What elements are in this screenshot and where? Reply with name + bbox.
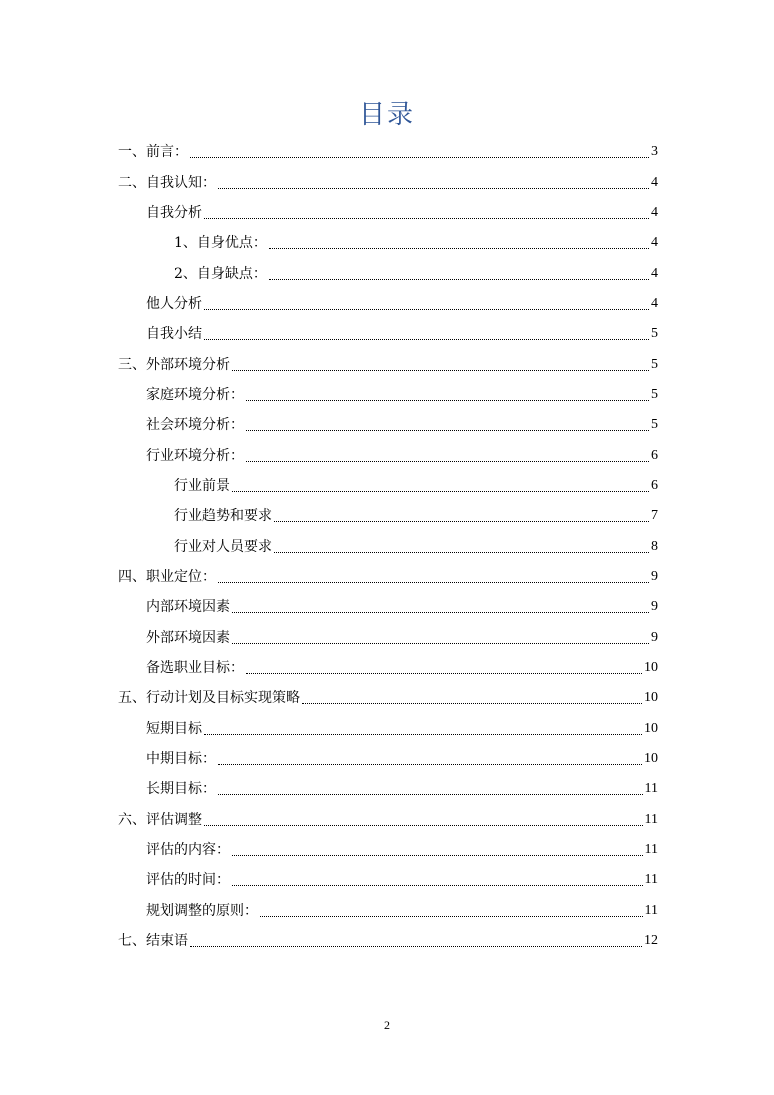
- toc-entry[interactable]: [118, 744, 658, 774]
- toc-dot-leader: [232, 843, 643, 857]
- toc-entry-page: 5: [651, 356, 658, 372]
- toc-entry[interactable]: [118, 835, 658, 865]
- toc-dot-leader: [232, 600, 649, 614]
- toc-dot-leader: [218, 176, 649, 190]
- toc-entry-label: 2、自身缺点：: [174, 265, 267, 282]
- toc-entry-label: 行业前景: [174, 477, 230, 494]
- toc-entry-page: 11: [644, 902, 658, 918]
- toc-entry-page: 6: [651, 447, 658, 463]
- toc-dot-leader: [246, 388, 649, 402]
- toc-entry[interactable]: [118, 380, 658, 410]
- toc-entry-label: 自我分析: [146, 204, 202, 221]
- toc-entry-label: 评估的内容：: [146, 842, 230, 859]
- toc-entry-label: 六、评估调整: [118, 811, 202, 828]
- toc-entry[interactable]: [118, 592, 658, 622]
- toc-dot-leader: [260, 904, 643, 918]
- toc-entry[interactable]: [118, 198, 658, 228]
- toc-entry[interactable]: [118, 440, 658, 470]
- toc-entry-page: 5: [651, 386, 658, 402]
- toc-entry-page: 11: [644, 872, 658, 888]
- toc-entry-page: 12: [644, 933, 658, 949]
- toc-entry-label: 评估的时间：: [146, 872, 230, 889]
- toc-entry-label: 备选职业目标：: [146, 660, 244, 677]
- toc-entry-page: 10: [644, 690, 658, 706]
- toc-entry-label: 三、外部环境分析: [118, 356, 230, 373]
- toc-entry-label: 社会环境分析：: [146, 417, 244, 434]
- toc-entry-label: 规划调整的原则：: [146, 902, 258, 919]
- toc-entry[interactable]: [118, 471, 658, 501]
- toc-entry-label: 二、自我认知：: [118, 174, 216, 191]
- toc-entry[interactable]: [118, 653, 658, 683]
- toc-entry[interactable]: [118, 714, 658, 744]
- toc-entry[interactable]: [118, 289, 658, 319]
- toc-entry-page: 8: [651, 538, 658, 554]
- toc-entry[interactable]: [118, 349, 658, 379]
- toc-dot-leader: [246, 449, 649, 463]
- toc-dot-leader: [232, 358, 649, 372]
- toc-entry-label: 长期目标：: [146, 781, 216, 798]
- toc-entry[interactable]: [118, 319, 658, 349]
- toc-entry[interactable]: [118, 531, 658, 561]
- toc-entry[interactable]: [118, 774, 658, 804]
- toc-entry-page: 10: [644, 751, 658, 767]
- toc-entry-page: 11: [644, 781, 658, 797]
- toc-entry[interactable]: [118, 167, 658, 197]
- toc-dot-leader: [190, 145, 649, 159]
- toc-entry[interactable]: [118, 228, 658, 258]
- toc-entry-page: 4: [651, 235, 658, 251]
- toc-entry-label: 他人分析: [146, 295, 202, 312]
- toc-title: 目录: [358, 100, 415, 130]
- toc-entry-page: 6: [651, 477, 658, 493]
- toc-dot-leader: [204, 206, 649, 220]
- toc-entry-label: 行业环境分析：: [146, 447, 244, 464]
- toc-entry-label: 行业趋势和要求: [174, 508, 272, 525]
- toc-entry-label: 四、职业定位：: [118, 568, 216, 585]
- toc-dot-leader: [274, 540, 649, 554]
- toc-entry[interactable]: [118, 410, 658, 440]
- toc-entry-label: 外部环境因素: [146, 629, 230, 646]
- toc-entry-page: 4: [651, 174, 658, 190]
- toc-entry-label: 内部环境因素: [146, 599, 230, 616]
- toc-entry[interactable]: [118, 258, 658, 288]
- toc-entry-page: 11: [644, 842, 658, 858]
- toc-entry-page: 10: [644, 720, 658, 736]
- toc-entry-label: 行业对人员要求: [174, 538, 272, 555]
- toc-dot-leader: [204, 297, 649, 311]
- toc-dot-leader: [246, 418, 649, 432]
- toc-entry-page: 3: [651, 144, 658, 160]
- toc-entry-label: 中期目标：: [146, 751, 216, 768]
- toc-dot-leader: [274, 509, 649, 523]
- toc-dot-leader: [218, 752, 642, 766]
- toc-dot-leader: [204, 722, 642, 736]
- toc-entry[interactable]: [118, 896, 658, 926]
- toc-dot-leader: [269, 236, 649, 250]
- toc-entry-label: 家庭环境分析：: [146, 386, 244, 403]
- toc-entry[interactable]: [118, 683, 658, 713]
- toc-entry-page: 5: [651, 326, 658, 342]
- toc-dot-leader: [269, 267, 649, 281]
- toc-entry-label: 1、自身优点：: [174, 235, 267, 252]
- toc-dot-leader: [190, 934, 642, 948]
- toc-entry-page: 9: [651, 568, 658, 584]
- toc-entry[interactable]: [118, 137, 658, 167]
- toc-entry-page: 4: [651, 204, 658, 220]
- toc-entry-label: 短期目标: [146, 720, 202, 737]
- toc-entry-page: 5: [651, 417, 658, 433]
- toc-list: [118, 137, 658, 956]
- toc-entry-page: 4: [651, 295, 658, 311]
- toc-entry-label: 七、结束语: [118, 933, 188, 950]
- toc-dot-leader: [232, 631, 649, 645]
- toc-dot-leader: [232, 479, 649, 493]
- toc-dot-leader: [232, 873, 643, 887]
- toc-entry-page: 11: [644, 811, 658, 827]
- toc-entry-label: 一、前言：: [118, 144, 188, 161]
- toc-entry-page: 4: [651, 265, 658, 281]
- toc-entry-label: 自我小结: [146, 326, 202, 343]
- toc-dot-leader: [204, 327, 649, 341]
- toc-entry[interactable]: [118, 926, 658, 956]
- toc-entry-page: 10: [644, 660, 658, 676]
- toc-dot-leader: [246, 661, 642, 675]
- toc-dot-leader: [218, 782, 643, 796]
- toc-entry[interactable]: [118, 805, 658, 835]
- page-number: 2: [384, 1018, 390, 1032]
- toc-entry[interactable]: [118, 562, 658, 592]
- toc-dot-leader: [302, 691, 642, 705]
- toc-entry-label: 五、行动计划及目标实现策略: [118, 690, 300, 707]
- toc-entry-page: 9: [651, 599, 658, 615]
- toc-dot-leader: [204, 813, 643, 827]
- toc-entry-page: 7: [651, 508, 658, 524]
- toc-entry-page: 9: [651, 629, 658, 645]
- toc-entry[interactable]: [118, 623, 658, 653]
- toc-dot-leader: [218, 570, 649, 584]
- toc-entry[interactable]: [118, 865, 658, 895]
- toc-entry[interactable]: [118, 501, 658, 531]
